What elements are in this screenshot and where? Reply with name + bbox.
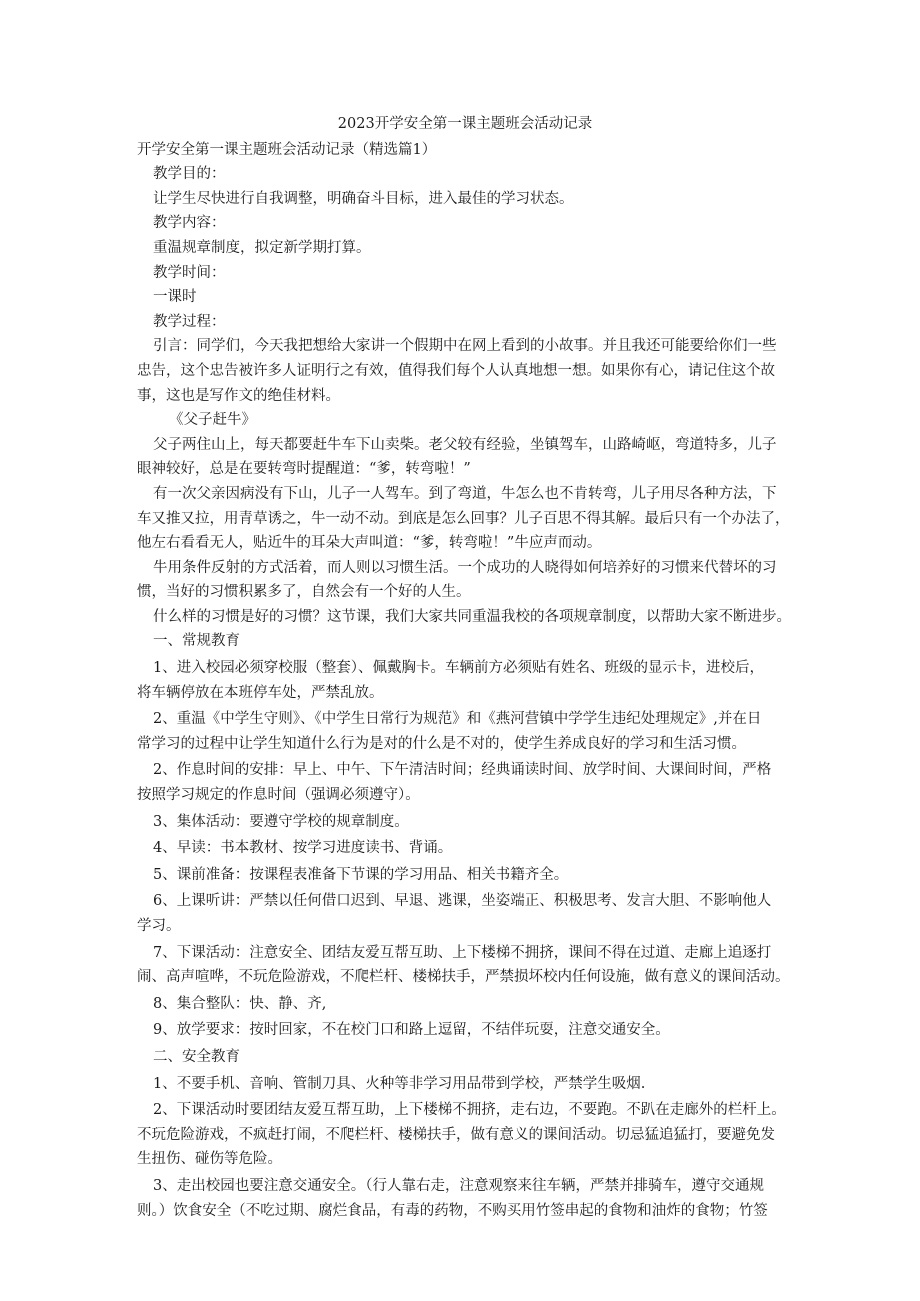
paragraph-line: 不玩危险游戏，不疯赶打闹，不爬栏杆、楼梯扶手，做有意义的课间活动。切忌猛追猛打，要避免发 — [137, 1126, 775, 1143]
document-page — [137, 112, 793, 1223]
paragraph-line: 9、放学要求：按时回家，不在校门口和路上逗留，不结伴玩耍，注意交通安全。 — [153, 1022, 670, 1039]
paragraph-line: 3、集体活动：要遵守学校的规章制度。 — [153, 813, 409, 830]
document-body — [137, 162, 793, 1223]
paragraph-line: 事，这也是写作文的绝佳材料。 — [137, 387, 340, 404]
paragraph-line: 惯，当好的习惯积累多了，自然会有一个好的人生。 — [137, 584, 471, 601]
paragraph-line: 闹、高声喧哗，不玩危险游戏，不爬栏杆、楼梯扶手，严禁损坏校内任何设施，做有意义的课间活动。 — [137, 969, 790, 986]
paragraph-line: 重温规章制度，拟定新学期打算。 — [153, 239, 371, 256]
paragraph-line: 2、下课活动时要团结友爱互帮互助，上下楼梯不拥挤，走右边，不要跑。不趴在走廊外的栏杆上。 — [153, 1102, 786, 1119]
paragraph-line: 教学目的： — [153, 166, 226, 183]
paragraph-line: 2、重温《中学生守则》、《中学生日常行为规范》和《燕河营镇中学学生违纪处理规定》,并在日 — [153, 711, 762, 728]
paragraph-line: 学习。 — [137, 918, 181, 934]
paragraph-line: 引言：同学们，今天我把想给大家讲一个假期中在网上看到的小故事。并且我还可能要给你们一些 — [153, 338, 777, 355]
paragraph-line: 二、安全教育 — [153, 1048, 240, 1065]
paragraph-line: 一课时 — [153, 289, 197, 306]
paragraph-line: 一、常规教育 — [153, 633, 240, 650]
paragraph-line: 4、早读：书本教材、按学习进度读书、背诵。 — [153, 840, 453, 857]
paragraph-line: 生扭伤、碰伤等危险。 — [137, 1151, 282, 1168]
paragraph-line: 忠告，这个忠告被许多人证明行之有效，值得我们每个人认真地想一想。如果你有心，请记住这个故 — [137, 362, 775, 379]
paragraph-line: 他左右看看无人，贴近牛的耳朵大声叫道：“爹，转弯啦！”牛应声而动。 — [137, 535, 602, 552]
paragraph-line: 则。）饮食安全（不吃过期、腐烂食品，有毒的药物，不购买用竹签串起的食物和油炸的食物；竹签 — [137, 1202, 768, 1219]
paragraph-line: 教学过程： — [153, 313, 226, 330]
paragraph-line: 眼神较好，总是在要转弯时提醒道：“爹，转弯啦！” — [137, 461, 471, 478]
paragraph-line: 1、进入校园必须穿校服（整套）、佩戴胸卡。车辆前方必须贴有姓名、班级的显示卡，进校后， — [153, 660, 764, 677]
paragraph-line: 7、下课活动：注意安全、团结友爱互帮互助、上下楼梯不拥挤，课间不得在过道、走廊上追逐打 — [153, 944, 772, 961]
document-subtitle: 开学安全第一课主题班会活动记录（精选篇1） — [137, 141, 437, 158]
paragraph-line: 教学时间： — [153, 264, 226, 281]
paragraph-line: 6、上课听讲：严禁以任何借口迟到、早退、逃课，坐姿端正、积极思考、发言大胆、不影响他人 — [153, 893, 772, 910]
paragraph-line: 教学内容： — [153, 215, 226, 232]
paragraph-line: 2、作息时间的安排：早上、中午、下午清洁时间；经典诵读时间、放学时间、大课间时间，严格 — [153, 762, 772, 779]
paragraph-line: 有一次父亲因病没有下山，儿子一人驾车。到了弯道，牛怎么也不肯转弯，儿子用尽各种方法，下 — [153, 485, 777, 502]
paragraph-line: 让学生尽快进行自我调整，明确奋斗目标，进入最佳的学习状态。 — [153, 190, 574, 207]
paragraph-line: 什么样的习惯是好的习惯？这节课，我们大家共同重温我校的各项规章制度，以帮助大家不断进步。 — [153, 608, 791, 625]
paragraph-line: 按照学习规定的作息时间（强调必须遵守）。 — [137, 787, 420, 804]
document-title: 2023开学安全第一课主题班会活动记录 — [337, 116, 593, 132]
paragraph-line: 3、走出校园也要注意交通安全。（行人靠右走，注意观察来往车辆，严禁并排骑车，遵守交通规 — [153, 1177, 764, 1194]
paragraph-line: 常学习的过程中让学生知道什么行为是对的什么是不对的，使学生养成良好的学习和生活习惯。 — [137, 735, 746, 752]
paragraph-line: 1、不要手机、音响、管制刀具、火种等非学习用品带到学校，严禁学生吸烟. — [153, 1075, 646, 1092]
paragraph-line: 车又推又拉，用青草诱之，牛一动不动。到底是怎么回事？儿子百思不得其解。最后只有一个办法了， — [137, 510, 790, 527]
paragraph-line: 将车辆停放在本班停车处，严禁乱放。 — [137, 684, 384, 701]
paragraph-line: 《父子赶牛》 — [169, 412, 256, 429]
paragraph-line: 8、集合整队：快、静、齐, — [153, 995, 327, 1012]
paragraph-line: 牛用条件反射的方式活着，而人则以习惯生活。一个成功的人晓得如何培养好的习惯来代替坏的习 — [153, 559, 777, 576]
paragraph-line: 父子两住山上，每天都要赶牛车下山卖柴。老父较有经验，坐镇驾车，山路崎岖，弯道特多，儿子 — [153, 436, 777, 453]
paragraph-line: 5、课前准备：按课程表准备下节课的学习用品、相关书籍齐全。 — [153, 866, 569, 883]
